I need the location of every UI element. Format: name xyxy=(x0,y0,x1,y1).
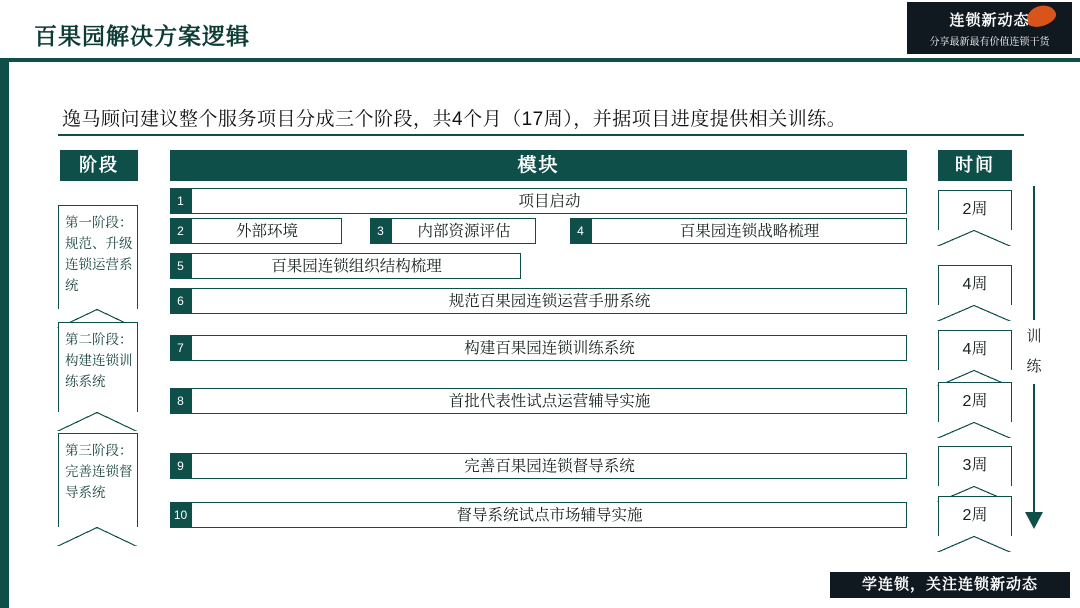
time-chevron-2: 4周 xyxy=(938,265,1012,305)
column-header-module: 模块 xyxy=(170,150,907,181)
module-label: 督导系统试点市场辅导实施 xyxy=(456,507,643,524)
training-label: 训练 xyxy=(1022,320,1046,384)
module-row-1[interactable] xyxy=(170,188,907,214)
module-label: 外部环境 xyxy=(235,223,298,240)
module-number: 1 xyxy=(170,188,192,214)
training-arrow-head xyxy=(1025,512,1043,529)
header-divider xyxy=(0,58,1080,62)
time-chevron-6: 2周 xyxy=(938,496,1012,536)
module-number: 10 xyxy=(170,502,192,528)
module-label: 百果园连锁组织结构梳理 xyxy=(271,258,442,275)
module-number: 6 xyxy=(170,288,192,314)
module-label: 首批代表性试点运营辅导实施 xyxy=(448,393,651,410)
module-number: 7 xyxy=(170,335,192,361)
module-label: 内部资源评估 xyxy=(417,223,511,240)
module-number: 9 xyxy=(170,453,192,479)
time-chevron-1: 2周 xyxy=(938,190,1012,230)
stage-chevron-3: 第三阶段：完善连锁督导系统 xyxy=(58,433,138,527)
module-label: 构建百果园连锁训练系统 xyxy=(464,340,635,357)
brand-badge xyxy=(907,2,1072,54)
stage-chevron-1: 第一阶段：规范、升级连锁运营系统 xyxy=(58,205,138,309)
module-row-4[interactable] xyxy=(570,218,907,244)
stage-chevron-2: 第二阶段：构建连锁训练系统 xyxy=(58,322,138,412)
module-row-8[interactable] xyxy=(170,388,907,414)
module-number: 5 xyxy=(170,253,192,279)
slide-header xyxy=(0,0,1080,58)
time-chevron-3: 4周 xyxy=(938,330,1012,370)
module-label: 项目启动 xyxy=(518,193,581,210)
footer-badge: 学连锁，关注连锁新动态 xyxy=(830,572,1070,598)
page-title: 百果园解决方案逻辑 xyxy=(34,23,250,49)
module-number: 2 xyxy=(170,218,192,244)
module-row-6[interactable] xyxy=(170,288,907,314)
module-label: 完善百果园连锁督导系统 xyxy=(464,458,635,475)
intro-text: 逸马顾问建议整个服务项目分成三个阶段，共4个月（17周），并据项目进度提供相关训练。 xyxy=(62,109,847,130)
module-row-3[interactable] xyxy=(370,218,536,244)
brand-name: 连锁新动态 xyxy=(949,12,1030,29)
module-row-7[interactable] xyxy=(170,335,907,361)
brand-tagline: 分享最新最有价值连锁干货 xyxy=(929,37,1050,48)
module-row-5[interactable] xyxy=(170,253,521,279)
time-chevron-5: 3周 xyxy=(938,446,1012,486)
left-accent-bar xyxy=(0,62,9,608)
module-label: 规范百果园连锁运营手册系统 xyxy=(448,293,651,310)
column-header-stage: 阶段 xyxy=(60,150,138,181)
module-number: 3 xyxy=(370,218,392,244)
time-chevron-4: 2周 xyxy=(938,382,1012,422)
module-row-9[interactable] xyxy=(170,453,907,479)
module-number: 4 xyxy=(570,218,592,244)
module-row-10[interactable] xyxy=(170,502,907,528)
module-number: 8 xyxy=(170,388,192,414)
column-header-time: 时间 xyxy=(938,150,1012,181)
intro-divider xyxy=(58,134,1024,136)
module-row-2[interactable] xyxy=(170,218,342,244)
module-label: 百果园连锁战略梳理 xyxy=(679,223,820,240)
